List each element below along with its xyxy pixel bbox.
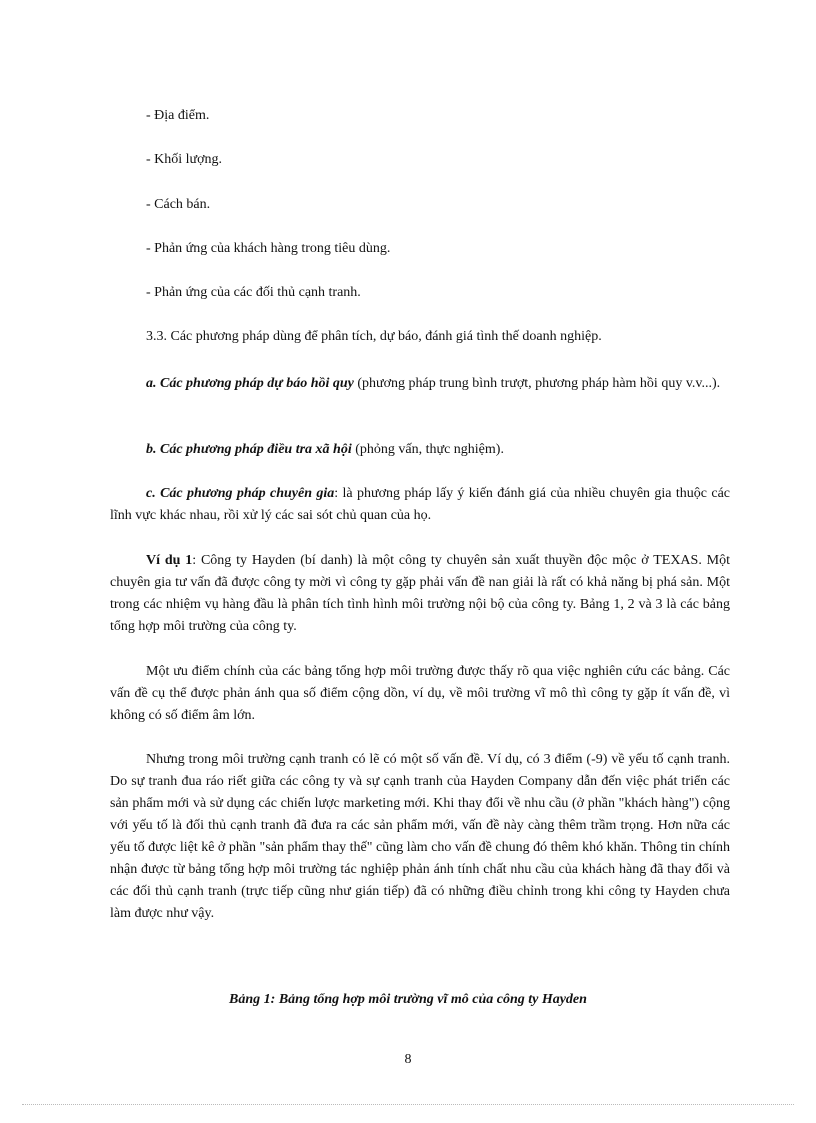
page-number: 8 (404, 1052, 412, 1067)
paragraph-competition (110, 749, 730, 925)
method-a-text: (phương pháp trung bình trượt, phương pháp hàm hồi quy v.v...). (353, 376, 721, 391)
bullet-item: - Khối lượng. (146, 152, 223, 167)
method-a-paragraph (110, 373, 730, 395)
table-caption: Bảng 1: Bảng tổng hợp môi trường vĩ mô của công ty Hayden (229, 992, 587, 1007)
example-label: Ví dụ 1 (146, 553, 193, 568)
paragraph-advantage (110, 661, 730, 727)
bullet-item: - Phản ứng của khách hàng trong tiêu dùng. (146, 241, 391, 256)
paragraph-advantage-text: Một ưu điểm chính của các bảng tổng hợp môi trường được thấy rõ qua việc nghiên cứu các bảng. Các vấn đề cụ thể được phản ánh qua số điểm cộng dồn, ví dụ, về môi trường vĩ mô thì công ty gặp ít vấn đề, vì không có số điểm âm lớn. (110, 664, 730, 723)
section-heading: 3.3. Các phương pháp dùng để phân tích, dự báo, đánh giá tình thế doanh nghiệp. (146, 329, 602, 344)
method-c-title: c. Các phương pháp chuyên gia (146, 486, 335, 501)
method-a-title: a. Các phương pháp dự báo hồi quy (146, 376, 354, 391)
paragraph-competition-text: Nhưng trong môi trường cạnh tranh có lẽ có một số vấn đề. Ví dụ, có 3 điểm (-9) về yếu tố cạnh tranh. Do sự tranh đua ráo riết giữa các công ty và sự cạnh tranh của Hayden Company dẫn đến việc phát triển các sản phẩm mới và sử dụng các chiến lược marketing mới. Khi thay đổi về nhu cầu (ở phần "khách hàng") cộng với yếu tố là đối thủ cạnh tranh đã đưa ra các sản phẩm mới, vấn đề này càng thêm trầm trọng. Hơn nữa các yếu tố được liệt kê ở phần "sản phẩm thay thế" cũng làm cho vấn đề chung đó thêm khó khăn. Thông tin chính nhận được từ bảng tổng hợp môi trường tác nghiệp phản ánh tính chất nhu cầu của khách hàng đã thay đổi và các đối thủ cạnh tranh (trực tiếp cũng như gián tiếp) đã có những điều chỉnh trong khi công ty Hayden chưa làm được như vậy. (110, 752, 730, 921)
example-text: : Công ty Hayden (bí danh) là một công ty chuyên sản xuất thuyền độc mộc ở TEXAS. Một chuyên gia tư vấn đã được công ty mời vì công ty gặp phải vấn đề nan giải là rất có khả năng bị phá sản. Một trong các nhiệm vụ hàng đầu là phân tích tình hình môi trường nội bộ của công ty. Bảng 1, 2 và 3 là các bảng tổng hợp môi trường của công ty. (110, 553, 730, 634)
method-c-paragraph (110, 483, 730, 527)
method-b-paragraph (110, 439, 730, 461)
method-c-text: : là phương pháp lấy ý kiến đánh giá của nhiều chuyên gia thuộc các lĩnh vực khác nhau, rồi xử lý các sai sót chủ quan của họ. (110, 486, 731, 523)
bullet-item: - Phản ứng của các đối thủ cạnh tranh. (146, 285, 361, 300)
method-b-text: (phỏng vấn, thực nghiệm). (351, 442, 504, 457)
example-paragraph (110, 550, 730, 638)
bullet-item: - Cách bán. (146, 197, 211, 212)
bullet-item: - Địa điểm. (146, 108, 210, 123)
method-b-title: b. Các phương pháp điều tra xã hội (146, 442, 352, 457)
footer-divider (22, 1104, 794, 1105)
